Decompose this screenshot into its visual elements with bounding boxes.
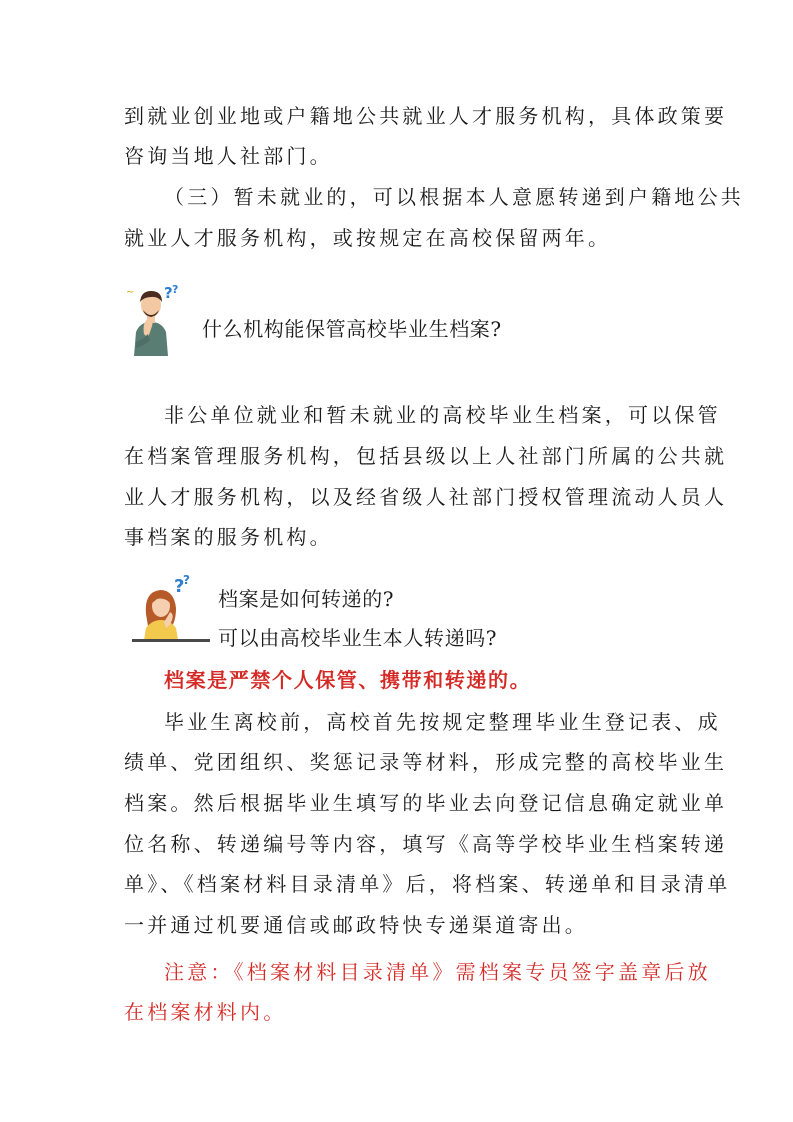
paragraph-line: 业人才服务机构，以及经省级人社部门授权管理流动人员人	[124, 485, 728, 509]
paragraph-line: 单》、《档案材料目录清单》后，将档案、转递单和目录清单	[124, 872, 731, 896]
paragraph-line: 毕业生离校前，高校首先按规定整理毕业生登记表、成	[164, 710, 721, 734]
question-heading-line-1: 档案是如何转递的?	[218, 587, 395, 611]
question-heading-line-2: 可以由高校毕业生本人转递吗?	[218, 626, 498, 650]
svg-text:?: ?	[183, 573, 190, 587]
question-heading: 什么机构能保管高校毕业生档案?	[202, 317, 502, 341]
paragraph-line: 到就业创业地或户籍地公共就业人才服务机构，具体政策要	[124, 104, 728, 128]
paragraph-line: 一并通过机要通信或邮政特快专递渠道寄出。	[124, 913, 588, 937]
paragraph-line: 事档案的服务机构。	[124, 525, 333, 549]
note-line: 在档案材料内。	[124, 1000, 287, 1024]
thinking-man-icon	[120, 282, 182, 356]
paragraph-line: 绩单、党团组织、奖惩记录等材料，形成完整的高校毕业生	[124, 750, 728, 774]
paragraph-line: 咨询当地人社部门。	[124, 144, 333, 168]
paragraph-line: 在档案管理服务机构，包括县级以上人社部门所属的公共就	[124, 444, 728, 468]
paragraph-line: 非公单位就业和暂未就业的高校毕业生档案，可以保管	[164, 403, 721, 427]
paragraph-line: 位名称、转递编号等内容，填写《高等学校毕业生档案转递	[124, 832, 728, 856]
warning-text: 档案是严禁个人保管、携带和转递的。	[164, 668, 532, 692]
svg-text:~: ~	[126, 287, 135, 298]
thinking-woman-icon	[132, 572, 210, 648]
paragraph-line: 档案。然后根据毕业生填写的毕业去向登记信息确定就业单	[124, 791, 728, 815]
paragraph-line: （三）暂未就业的，可以根据本人意愿转递到户籍地公共	[164, 185, 744, 209]
svg-text:?: ?	[164, 284, 173, 302]
svg-text:?: ?	[174, 576, 185, 597]
note-line: 注意：《档案材料目录清单》需档案专员签字盖章后放	[164, 960, 711, 984]
svg-text:?: ?	[172, 283, 179, 296]
paragraph-line: 就业人才服务机构，或按规定在高校保留两年。	[124, 226, 612, 250]
